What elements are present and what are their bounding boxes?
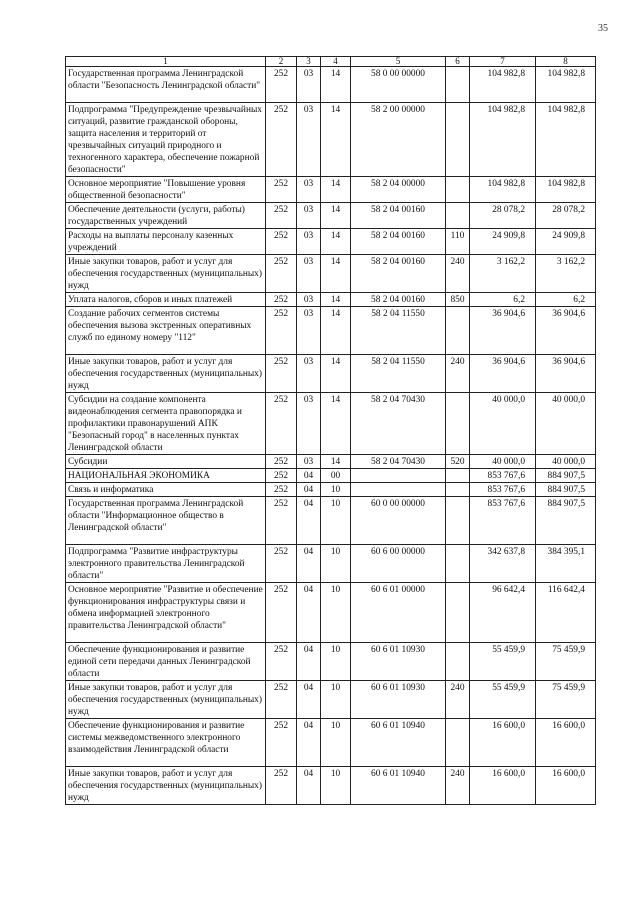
- table-row: [66, 583, 596, 643]
- row-ved: 252: [266, 203, 297, 229]
- row-ved: 252: [266, 483, 297, 497]
- row-name: Создание рабочих сегментов системы обеспечения вызова экстренных оперативных служб по единому номеру "112": [66, 307, 266, 355]
- row-expense-type: [446, 497, 470, 545]
- row-expense-type: [446, 103, 470, 177]
- row-name: Субсидии на создание компонента видеонаблюдения сегмента правопорядка и профилактики правонарушений АПК "Безопасный город" в населенных пунктах Ленинградской области: [66, 393, 266, 455]
- row-amount-year1: 16 600,0: [470, 767, 536, 805]
- row-razdel: 03: [297, 393, 321, 455]
- row-podrazdel: 10: [321, 719, 351, 767]
- row-ved: 252: [266, 719, 297, 767]
- row-expense-type: [446, 643, 470, 681]
- column-header: 8: [536, 57, 596, 67]
- row-amount-year2: 884 907,5: [536, 497, 596, 545]
- row-ved: 252: [266, 681, 297, 719]
- row-razdel: 04: [297, 719, 321, 767]
- row-amount-year1: 55 459,9: [470, 681, 536, 719]
- row-ved: 252: [266, 307, 297, 355]
- row-razdel: 03: [297, 67, 321, 103]
- row-expense-type: [446, 719, 470, 767]
- row-razdel: 04: [297, 497, 321, 545]
- row-name: Уплата налогов, сборов и иных платежей: [66, 293, 266, 307]
- row-expense-type: 240: [446, 355, 470, 393]
- row-podrazdel: 14: [321, 177, 351, 203]
- row-podrazdel: 10: [321, 497, 351, 545]
- row-amount-year2: 6,2: [536, 293, 596, 307]
- row-amount-year1: 853 767,6: [470, 497, 536, 545]
- row-expense-type: [446, 483, 470, 497]
- row-target-code: 58 2 04 00160: [351, 229, 446, 255]
- table-body: [66, 67, 596, 805]
- row-amount-year2: 36 904,6: [536, 355, 596, 393]
- budget-table: [65, 56, 596, 805]
- row-podrazdel: 14: [321, 393, 351, 455]
- row-target-code: 60 6 01 10940: [351, 719, 446, 767]
- table-row: [66, 455, 596, 469]
- row-name: Иные закупки товаров, работ и услуг для обеспечения государственных (муниципальных) нужд: [66, 355, 266, 393]
- row-expense-type: 240: [446, 767, 470, 805]
- row-target-code: 58 0 00 00000: [351, 67, 446, 103]
- column-header: 1: [66, 57, 266, 67]
- row-razdel: 04: [297, 469, 321, 483]
- row-amount-year1: 36 904,6: [470, 307, 536, 355]
- row-amount-year1: 853 767,6: [470, 483, 536, 497]
- row-podrazdel: 10: [321, 643, 351, 681]
- row-target-code: 60 6 01 10930: [351, 643, 446, 681]
- column-header: 2: [266, 57, 297, 67]
- row-ved: 252: [266, 545, 297, 583]
- row-target-code: 58 2 04 11550: [351, 307, 446, 355]
- row-target-code: 60 0 00 00000: [351, 497, 446, 545]
- table-row: [66, 545, 596, 583]
- row-amount-year1: 40 000,0: [470, 393, 536, 455]
- row-podrazdel: 14: [321, 455, 351, 469]
- row-name: Иные закупки товаров, работ и услуг для обеспечения государственных (муниципальных) нужд: [66, 681, 266, 719]
- row-amount-year2: 36 904,6: [536, 307, 596, 355]
- row-target-code: 58 2 04 70430: [351, 455, 446, 469]
- table-row: [66, 719, 596, 767]
- table-row: [66, 681, 596, 719]
- row-amount-year2: 75 459,9: [536, 681, 596, 719]
- row-name: Субсидии: [66, 455, 266, 469]
- row-expense-type: [446, 307, 470, 355]
- row-amount-year1: 28 078,2: [470, 203, 536, 229]
- row-podrazdel: 10: [321, 483, 351, 497]
- row-razdel: 03: [297, 455, 321, 469]
- row-name: Расходы на выплаты персоналу казенных учреждений: [66, 229, 266, 255]
- row-name: НАЦИОНАЛЬНАЯ ЭКОНОМИКА: [66, 469, 266, 483]
- table-row: [66, 203, 596, 229]
- row-ved: 252: [266, 177, 297, 203]
- row-ved: 252: [266, 469, 297, 483]
- row-amount-year2: 75 459,9: [536, 643, 596, 681]
- row-name: Иные закупки товаров, работ и услуг для обеспечения государственных (муниципальных) нужд: [66, 255, 266, 293]
- row-ved: 252: [266, 355, 297, 393]
- table-row: [66, 307, 596, 355]
- row-razdel: 04: [297, 643, 321, 681]
- row-amount-year2: 16 600,0: [536, 767, 596, 805]
- row-razdel: 03: [297, 293, 321, 307]
- row-razdel: 04: [297, 583, 321, 643]
- row-amount-year2: 384 395,1: [536, 545, 596, 583]
- row-ved: 252: [266, 643, 297, 681]
- row-name: Обеспечение деятельности (услуги, работы) государственных учреждений: [66, 203, 266, 229]
- row-name: Подпрограмма "Предупреждение чрезвычайных ситуаций, развитие гражданской обороны, защита населения и территорий от чрезвычайных ситуаций природного и техногенного характера, обеспечение пожарной безопасности": [66, 103, 266, 177]
- column-header: 3: [297, 57, 321, 67]
- row-razdel: 03: [297, 177, 321, 203]
- row-expense-type: [446, 583, 470, 643]
- row-name: Государственная программа Ленинградской области "Безопасность Ленинградской области": [66, 67, 266, 103]
- column-header: 6: [446, 57, 470, 67]
- row-ved: 252: [266, 293, 297, 307]
- row-target-code: 60 6 01 10930: [351, 681, 446, 719]
- row-target-code: [351, 469, 446, 483]
- row-name: Государственная программа Ленинградской области "Информационное общество в Ленинградской области": [66, 497, 266, 545]
- row-target-code: 60 6 01 00000: [351, 583, 446, 643]
- row-razdel: 04: [297, 681, 321, 719]
- row-amount-year1: 342 637,8: [470, 545, 536, 583]
- row-expense-type: 240: [446, 681, 470, 719]
- table-row: [66, 103, 596, 177]
- row-target-code: 58 2 04 11550: [351, 355, 446, 393]
- row-razdel: 03: [297, 307, 321, 355]
- row-amount-year1: 24 909,8: [470, 229, 536, 255]
- row-amount-year2: 116 642,4: [536, 583, 596, 643]
- table-row: [66, 469, 596, 483]
- row-amount-year1: 104 982,8: [470, 67, 536, 103]
- row-razdel: 03: [297, 355, 321, 393]
- row-amount-year1: 3 162,2: [470, 255, 536, 293]
- row-amount-year2: 16 600,0: [536, 719, 596, 767]
- header-row: [66, 57, 596, 67]
- row-podrazdel: 00: [321, 469, 351, 483]
- column-header: 5: [351, 57, 446, 67]
- row-expense-type: [446, 469, 470, 483]
- row-amount-year1: 104 982,8: [470, 177, 536, 203]
- table-row: [66, 767, 596, 805]
- column-header: 7: [470, 57, 536, 67]
- row-podrazdel: 14: [321, 229, 351, 255]
- row-amount-year2: 28 078,2: [536, 203, 596, 229]
- row-ved: 252: [266, 103, 297, 177]
- row-target-code: 58 2 04 00160: [351, 255, 446, 293]
- row-razdel: 04: [297, 483, 321, 497]
- row-name: Иные закупки товаров, работ и услуг для обеспечения государственных (муниципальных) нужд: [66, 767, 266, 805]
- row-name: Основное мероприятие "Повышение уровня общественной безопасности": [66, 177, 266, 203]
- table-row: [66, 483, 596, 497]
- row-target-code: [351, 483, 446, 497]
- row-amount-year2: 104 982,8: [536, 103, 596, 177]
- table-row: [66, 177, 596, 203]
- row-name: Основное мероприятие "Развитие и обеспечение функционирования инфраструктуры связи и обмена информацией электронного правительства Ленинградской области": [66, 583, 266, 643]
- row-ved: 252: [266, 67, 297, 103]
- row-expense-type: 520: [446, 455, 470, 469]
- table-row: [66, 355, 596, 393]
- row-amount-year2: 40 000,0: [536, 393, 596, 455]
- row-amount-year1: 104 982,8: [470, 103, 536, 177]
- row-amount-year2: 3 162,2: [536, 255, 596, 293]
- row-target-code: 60 6 00 00000: [351, 545, 446, 583]
- row-podrazdel: 14: [321, 103, 351, 177]
- row-expense-type: [446, 393, 470, 455]
- row-razdel: 03: [297, 203, 321, 229]
- row-ved: 252: [266, 455, 297, 469]
- row-ved: 252: [266, 767, 297, 805]
- row-expense-type: 850: [446, 293, 470, 307]
- row-amount-year1: 16 600,0: [470, 719, 536, 767]
- row-podrazdel: 10: [321, 545, 351, 583]
- row-ved: 252: [266, 229, 297, 255]
- table-row: [66, 255, 596, 293]
- row-ved: 252: [266, 497, 297, 545]
- row-razdel: 04: [297, 545, 321, 583]
- row-podrazdel: 14: [321, 203, 351, 229]
- row-target-code: 58 2 00 00000: [351, 103, 446, 177]
- row-target-code: 58 2 04 00000: [351, 177, 446, 203]
- row-amount-year1: 55 459,9: [470, 643, 536, 681]
- row-podrazdel: 10: [321, 767, 351, 805]
- row-razdel: 04: [297, 767, 321, 805]
- row-name: Обеспечение функционирования и развитие единой сети передачи данных Ленинградской области: [66, 643, 266, 681]
- row-expense-type: 110: [446, 229, 470, 255]
- row-amount-year2: 884 907,5: [536, 469, 596, 483]
- row-razdel: 03: [297, 103, 321, 177]
- row-expense-type: [446, 177, 470, 203]
- table-row: [66, 67, 596, 103]
- row-podrazdel: 14: [321, 355, 351, 393]
- row-amount-year2: 40 000,0: [536, 455, 596, 469]
- row-ved: 252: [266, 255, 297, 293]
- row-amount-year2: 24 909,8: [536, 229, 596, 255]
- row-name: Связь и информатика: [66, 483, 266, 497]
- row-amount-year2: 104 982,8: [536, 177, 596, 203]
- table-row: [66, 293, 596, 307]
- row-ved: 252: [266, 583, 297, 643]
- row-podrazdel: 14: [321, 307, 351, 355]
- row-amount-year1: 853 767,6: [470, 469, 536, 483]
- row-amount-year1: 36 904,6: [470, 355, 536, 393]
- column-header: 4: [321, 57, 351, 67]
- row-ved: 252: [266, 393, 297, 455]
- row-target-code: 58 2 04 70430: [351, 393, 446, 455]
- row-target-code: 58 2 04 00160: [351, 293, 446, 307]
- row-expense-type: [446, 67, 470, 103]
- row-name: Обеспечение функционирования и развитие системы межведомственного электронного взаимодействия Ленинградской области: [66, 719, 266, 767]
- row-name: Подпрограмма "Развитие инфраструктуры электронного правительства Ленинградской области": [66, 545, 266, 583]
- page-number: 35: [598, 23, 608, 34]
- row-razdel: 03: [297, 255, 321, 293]
- row-expense-type: [446, 545, 470, 583]
- row-amount-year2: 884 907,5: [536, 483, 596, 497]
- table-row: [66, 229, 596, 255]
- row-amount-year1: 96 642,4: [470, 583, 536, 643]
- row-expense-type: [446, 203, 470, 229]
- table-row: [66, 643, 596, 681]
- table-row: [66, 393, 596, 455]
- row-target-code: 60 6 01 10940: [351, 767, 446, 805]
- row-target-code: 58 2 04 00160: [351, 203, 446, 229]
- row-amount-year1: 6,2: [470, 293, 536, 307]
- row-razdel: 03: [297, 229, 321, 255]
- row-podrazdel: 14: [321, 255, 351, 293]
- row-podrazdel: 10: [321, 681, 351, 719]
- row-podrazdel: 14: [321, 67, 351, 103]
- row-podrazdel: 10: [321, 583, 351, 643]
- row-amount-year2: 104 982,8: [536, 67, 596, 103]
- table-row: [66, 497, 596, 545]
- row-podrazdel: 14: [321, 293, 351, 307]
- row-expense-type: 240: [446, 255, 470, 293]
- row-amount-year1: 40 000,0: [470, 455, 536, 469]
